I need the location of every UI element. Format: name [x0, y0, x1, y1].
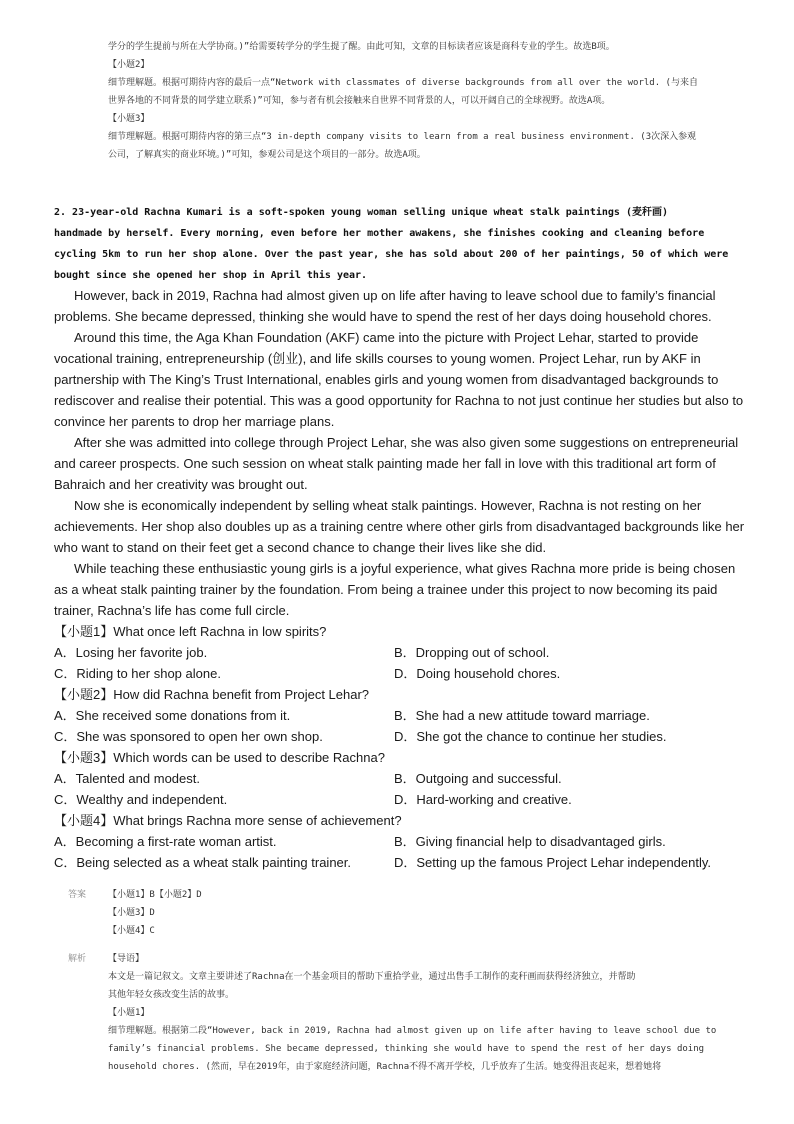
intro-line: handmade by herself. Every morning, even before her mother awakens, she finishes cooking and cleaning before — [54, 228, 705, 239]
passage-paragraph: Around this time, the Aga Khan Foundation (AKF) came into the picture with Project Lehar, started to provide vocational training, entrepreneurship (创业), and life skills courses to young women. Project Lehar, run by AKF in partnership with The King’s Trust International, enables girls and young women from disadvantaged backgrounds to rediscover and realise their potential. This was a good opportunity for Rachna to not just continue her studies but also to convince her parents to drop her marriage plans. — [54, 330, 744, 429]
question-stem: 【小题4】What brings Rachna more sense of achievement? — [54, 813, 402, 828]
option-a: A．Becoming a first-rate woman artist. — [54, 834, 277, 849]
option-d: D．Doing household chores. — [394, 666, 561, 681]
intro-line: bought since she opened her shop in April this year. — [54, 270, 368, 281]
option-b: B．Giving financial help to disadvantaged girls. — [394, 834, 666, 849]
question-intro — [54, 202, 744, 286]
analysis-line: family’s financial problems. She became depressed, thinking she would have to spend the rest of her days doing — [108, 1044, 705, 1054]
subquestion-1 — [54, 621, 746, 684]
analysis-label: 解析 — [68, 954, 87, 964]
explanation-line: 细节理解题。根据可期待内容的最后一点“Network with classmates of diverse backgrounds from all over the world. (与来自 — [108, 78, 698, 88]
subquestion-3 — [54, 747, 746, 810]
option-b: B．Outgoing and successful. — [394, 771, 562, 786]
question-stem: 【小题2】How did Rachna benefit from Project Lehar? — [54, 687, 370, 702]
option-c: C．Being selected as a wheat stalk painting trainer. — [54, 855, 352, 870]
option-a: A．Talented and modest. — [54, 771, 200, 786]
answer-line: 【小题1】B【小题2】D — [108, 890, 202, 900]
explanation-line: 公司，了解真实的商业环境。)”可知，参观公司是这个项目的一部分。故选A项。 — [108, 150, 426, 160]
analysis-section — [68, 950, 728, 1076]
option-b: B．Dropping out of school. — [394, 645, 550, 660]
answer-line: 【小题3】D — [108, 908, 155, 918]
analysis-tag: 【小题1】 — [108, 1008, 150, 1018]
explanation-tag: 【小题3】 — [108, 114, 150, 124]
previous-explanations — [108, 38, 748, 164]
intro-line: cycling 5km to run her shop alone. Over the past year, she has sold about 200 of her paintings, 50 of which were — [54, 249, 729, 260]
answer-section — [68, 886, 728, 940]
option-c: C．Wealthy and independent. — [54, 792, 228, 807]
analysis-tag: 【导语】 — [108, 954, 145, 964]
passage-paragraph: While teaching these enthusiastic young girls is a joyful experience, what gives Rachna more pride is being chosen as a wheat stalk painting trainer by the foundation. From being a trainee under this project to now becoming its paid trainer, Rachna’s life has come full circle. — [54, 561, 736, 618]
option-c: C．She was sponsored to open her own shop. — [54, 729, 323, 744]
subquestion-2 — [54, 684, 746, 747]
passage-paragraph: However, back in 2019, Rachna had almost given up on life after having to leave school due to family’s financial problems. She became depressed, thinking she would have to spend the rest of her days doing household chores. — [54, 288, 716, 324]
explanation-line: 细节理解题。根据可期待内容的第三点“3 in-depth company visits to learn from a real business environment. (3次深入参观 — [108, 132, 697, 142]
option-b: B．She had a new attitude toward marriage. — [394, 708, 650, 723]
explanation-line: 学分的学生提前与所在大学协商。)”给需要转学分的学生提了醒。由此可知，文章的目标读者应该是商科专业的学生。故选B项。 — [108, 42, 615, 52]
passage-paragraph: After she was admitted into college through Project Lehar, she was also given some suggestions on entrepreneurial and career prospects. One such session on wheat stalk painting made her fall in love with this traditional art form of Bahraich and her creativity was brought out. — [54, 435, 739, 492]
reading-passage — [54, 285, 746, 873]
explanation-line: 世界各地的不同背景的同学建立联系)”可知，参与者有机会接触来自世界不同背景的人，可以开阔自己的全球视野。故选A项。 — [108, 96, 611, 106]
answer-line: 【小题4】C — [108, 926, 155, 936]
question-stem: 【小题3】Which words can be used to describe Rachna? — [54, 750, 385, 765]
option-a: A．She received some donations from it. — [54, 708, 291, 723]
intro-line: 2. 23-year-old Rachna Kumari is a soft-spoken young woman selling unique wheat stalk paintings (麦秆画) — [54, 207, 668, 218]
answer-label: 答案 — [68, 890, 87, 900]
analysis-line: 本文是一篇记叙文。文章主要讲述了Rachna在一个基金项目的帮助下重拾学业，通过出售手工制作的麦秆画而获得经济独立，并帮助 — [108, 972, 636, 982]
option-a: A．Losing her favorite job. — [54, 645, 208, 660]
analysis-line: 细节理解题。根据第二段“However, back in 2019, Rachna had almost given up on life after having to leave school due to — [108, 1026, 717, 1036]
analysis-line: 其他年轻女孩改变生活的故事。 — [108, 990, 235, 1000]
option-d: D．She got the chance to continue her studies. — [394, 729, 667, 744]
option-d: D．Hard-working and creative. — [394, 792, 572, 807]
subquestion-4 — [54, 810, 746, 873]
explanation-tag: 【小题2】 — [108, 60, 150, 70]
passage-paragraph: Now she is economically independent by selling wheat stalk paintings. However, Rachna is not resting on her achievements. Her shop also doubles up as a training centre where other girls from disadvantaged backgrounds like her who want to stand on their feet get a second chance to change their lives like she did. — [54, 498, 745, 555]
analysis-line: household chores. (然而，早在2019年，由于家庭经济问题，Rachna不得不离开学校，几乎放弃了生活。她变得沮丧起来，想着她将 — [108, 1062, 662, 1072]
question-stem: 【小题1】What once left Rachna in low spirits? — [54, 624, 327, 639]
option-c: C．Riding to her shop alone. — [54, 666, 221, 681]
option-d: D．Setting up the famous Project Lehar independently. — [394, 855, 712, 870]
